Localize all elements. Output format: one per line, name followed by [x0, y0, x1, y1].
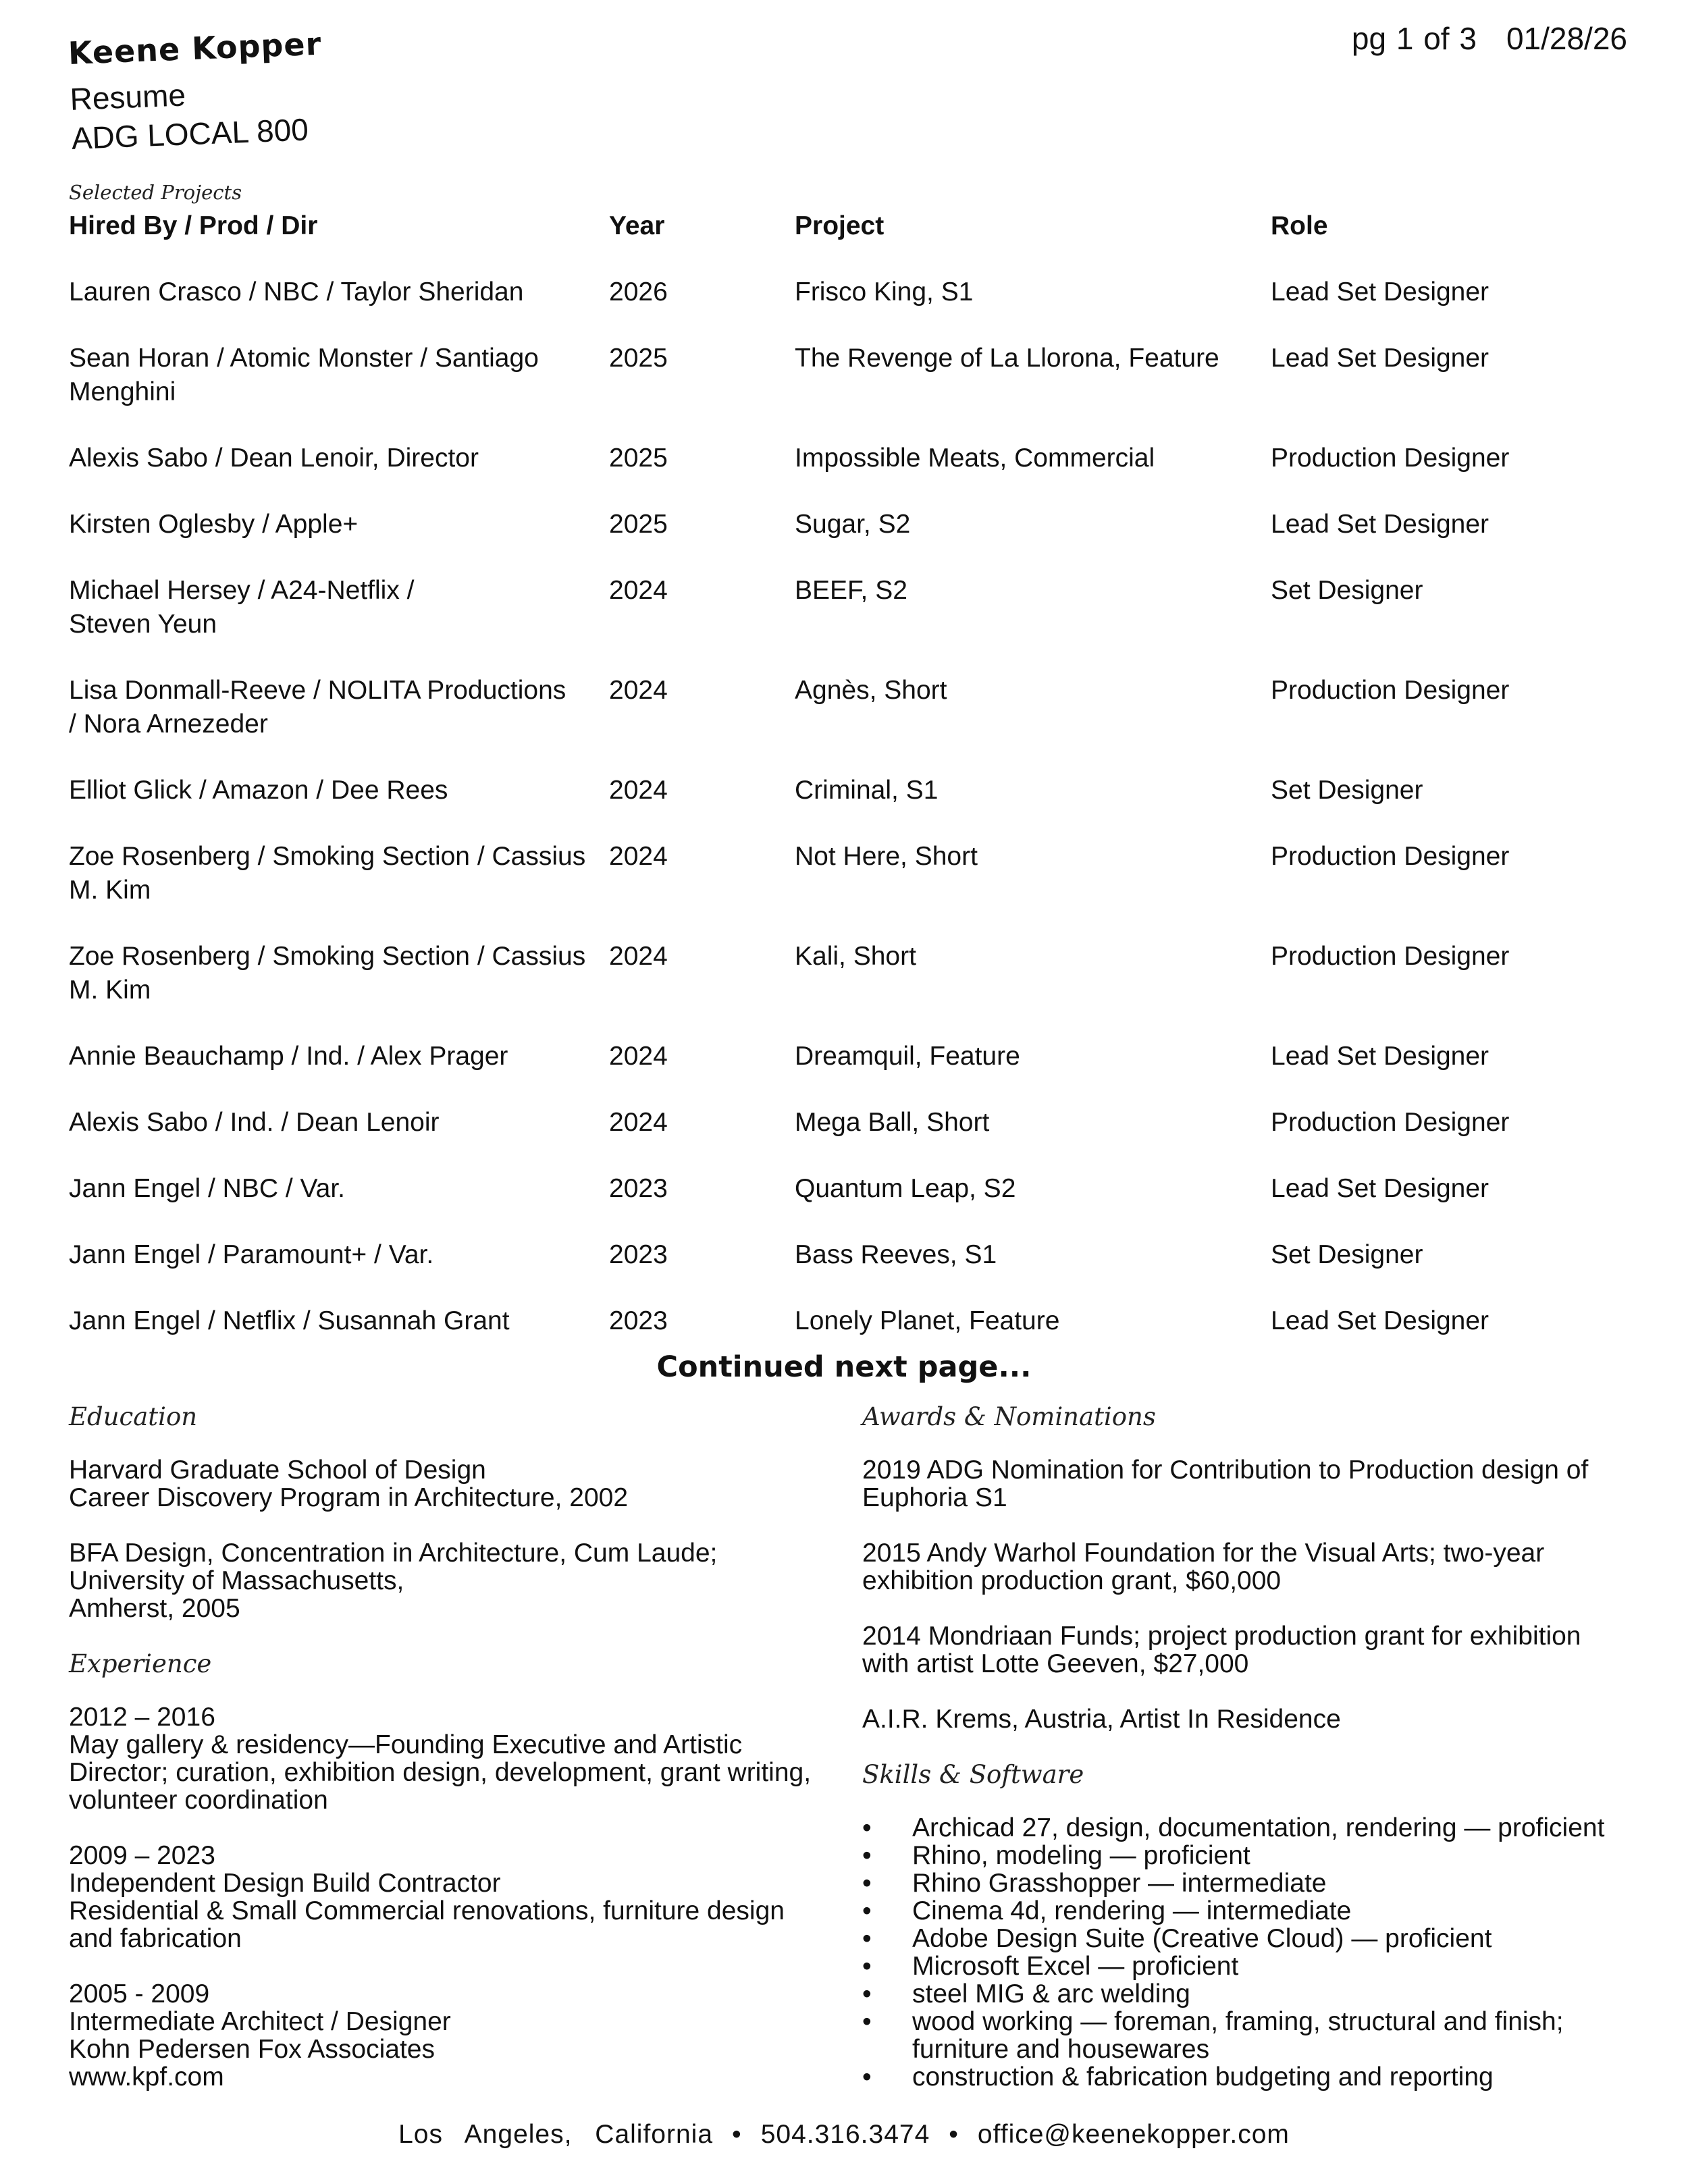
year-cell: 2024	[609, 576, 668, 605]
project-row	[69, 1172, 1622, 1206]
education-entry-line: BFA Design, Concentration in Architecture, Cum Laude;	[69, 1539, 718, 1568]
projects-table	[69, 209, 1622, 1370]
award-entry	[862, 1539, 1659, 1595]
award-entry	[862, 1622, 1659, 1678]
education-entry-line: Amherst, 2005	[69, 1594, 240, 1623]
skill-text: Rhino Grasshopper — intermediate	[912, 1869, 1327, 1898]
bullet-icon: •	[862, 1952, 872, 1981]
skill-text: wood working — foreman, framing, structural and finish;	[912, 2007, 1564, 2036]
project-row	[69, 1304, 1622, 1338]
bullet-icon: •	[862, 1896, 872, 1925]
role-cell: Lead Set Designer	[1271, 510, 1489, 539]
skill-item	[862, 2008, 1659, 2063]
experience-entry-line: Residential & Small Commercial renovations, furniture design	[69, 1896, 785, 1925]
project-cell: Dreamquil, Feature	[795, 1042, 1020, 1071]
hired-by-line: Annie Beauchamp / Ind. / Alex Prager	[69, 1042, 508, 1071]
column-header-project: Project	[795, 211, 885, 240]
hired-by-cell	[69, 342, 609, 409]
column-header-year: Year	[609, 211, 665, 240]
project-cell: Quantum Leap, S2	[795, 1174, 1016, 1203]
year-cell: 2023	[609, 1174, 668, 1203]
experience-heading: Experience	[69, 1649, 212, 1678]
skill-item	[862, 1980, 1659, 2008]
skills-heading: Skills & Software	[862, 1760, 1084, 1789]
role-cell: Set Designer	[1271, 576, 1423, 605]
project-row	[69, 442, 1622, 475]
document-type: Resume	[69, 77, 186, 117]
skill-item	[862, 1925, 1659, 1952]
person-name: Keene Kopper	[68, 25, 323, 72]
hired-by-line: Michael Hersey / A24-Netflix /	[69, 576, 415, 605]
name-block	[68, 26, 325, 157]
document-date: 01/28/26	[1506, 21, 1627, 56]
award-entry-line: with artist Lotte Geeven, $27,000	[862, 1649, 1249, 1678]
education-list	[69, 1456, 839, 1622]
skill-item	[862, 1814, 1659, 1842]
role-cell: Lead Set Designer	[1271, 1042, 1489, 1071]
location: Los Angeles, California	[398, 2120, 714, 2149]
role-cell: Lead Set Designer	[1271, 1306, 1489, 1335]
year-cell: 2024	[609, 842, 668, 871]
award-entry	[862, 1456, 1659, 1512]
award-entry-line: 2015 Andy Warhol Foundation for the Visual Arts; two-year	[862, 1539, 1545, 1568]
hired-by-cell	[69, 1238, 609, 1272]
year-cell: 2024	[609, 1108, 668, 1137]
footer-separator: •	[949, 2120, 959, 2149]
project-row	[69, 840, 1622, 907]
experience-entry-line: Independent Design Build Contractor	[69, 1869, 501, 1898]
education-entry-line: University of Massachusetts,	[69, 1566, 404, 1595]
experience-entry	[69, 1980, 839, 2091]
role-cell: Set Designer	[1271, 776, 1423, 805]
hired-by-cell	[69, 1172, 609, 1206]
year-cell: 2024	[609, 676, 668, 705]
hired-by-line: Kirsten Oglesby / Apple+	[69, 510, 359, 539]
hired-by-line: / Nora Arnezeder	[69, 710, 268, 739]
page-header	[0, 0, 1688, 176]
year-cell: 2025	[609, 344, 668, 373]
role-cell: Lead Set Designer	[1271, 1174, 1489, 1203]
bullet-icon: •	[862, 2062, 872, 2092]
hired-by-cell	[69, 508, 609, 541]
skill-text: Archicad 27, design, documentation, rendering — proficient	[912, 1813, 1605, 1842]
project-row	[69, 275, 1622, 309]
hired-by-line: Jann Engel / Paramount+ / Var.	[69, 1240, 434, 1269]
hired-by-line: M. Kim	[69, 876, 151, 905]
role-cell: Lead Set Designer	[1271, 277, 1489, 307]
projects-header-row	[69, 209, 1622, 243]
experience-entry	[69, 1842, 839, 1952]
hired-by-line: Steven Yeun	[69, 610, 217, 639]
projects-body	[69, 275, 1622, 1338]
hired-by-line: Zoe Rosenberg / Smoking Section / Cassius	[69, 842, 586, 871]
project-row	[69, 774, 1622, 807]
hired-by-line: Alexis Sabo / Dean Lenoir, Director	[69, 444, 479, 473]
hired-by-cell	[69, 674, 609, 741]
project-cell: BEEF, S2	[795, 576, 907, 605]
skill-text: construction & fabrication budgeting and reporting	[912, 2062, 1494, 2092]
education-entry-line: Career Discovery Program in Architecture, 2002	[69, 1483, 629, 1512]
page-number: pg 1 of 3	[1351, 21, 1477, 56]
column-header-role: Role	[1271, 211, 1328, 240]
experience-entry-line: volunteer coordination	[69, 1786, 328, 1815]
selected-projects-label: Selected Projects	[69, 181, 242, 204]
award-entry-line: Euphoria S1	[862, 1483, 1007, 1512]
education-entry	[69, 1456, 839, 1512]
year-cell: 2024	[609, 942, 668, 971]
page-info	[1352, 20, 1627, 57]
project-row	[69, 1238, 1622, 1272]
project-cell: Frisco King, S1	[795, 277, 974, 307]
year-cell: 2023	[609, 1306, 668, 1335]
award-entry-line: A.I.R. Krems, Austria, Artist In Residence	[862, 1705, 1341, 1734]
hired-by-cell	[69, 574, 609, 641]
skill-text: Rhino, modeling — proficient	[912, 1841, 1250, 1870]
hired-by-cell	[69, 442, 609, 475]
project-cell: The Revenge of La Llorona, Feature	[795, 344, 1219, 373]
left-column	[69, 1403, 839, 2119]
skill-text: Adobe Design Suite (Creative Cloud) — proficient	[912, 1924, 1492, 1953]
awards-list	[862, 1456, 1659, 1733]
year-cell: 2025	[609, 510, 668, 539]
project-cell: Bass Reeves, S1	[795, 1240, 997, 1269]
continued-notice: Continued next page...	[656, 1350, 1032, 1384]
experience-entry-line: 2009 – 2023	[69, 1841, 215, 1870]
experience-entry-line: Intermediate Architect / Designer	[69, 2007, 451, 2036]
hired-by-line: Menghini	[69, 377, 176, 406]
bullet-icon: •	[862, 1841, 872, 1870]
union-affiliation: ADG LOCAL 800	[70, 111, 309, 156]
skill-item	[862, 1897, 1659, 1925]
education-entry-line: Harvard Graduate School of Design	[69, 1456, 486, 1485]
hired-by-line: Sean Horan / Atomic Monster / Santiago	[69, 344, 539, 373]
skills-list	[862, 1814, 1659, 2091]
award-entry	[862, 1705, 1659, 1733]
year-cell: 2023	[609, 1240, 668, 1269]
bullet-icon: •	[862, 1924, 872, 1953]
hired-by-cell	[69, 840, 609, 907]
experience-entry-line: Director; curation, exhibition design, development, grant writing,	[69, 1758, 812, 1787]
bullet-icon: •	[862, 1869, 872, 1898]
project-cell: Agnès, Short	[795, 676, 947, 705]
experience-entry-line: Kohn Pedersen Fox Associates	[69, 2035, 435, 2064]
column-header-hired-by: Hired By / Prod / Dir	[69, 211, 318, 240]
project-cell: Not Here, Short	[795, 842, 978, 871]
hired-by-line: M. Kim	[69, 976, 151, 1005]
experience-entry-line: www.kpf.com	[69, 2062, 224, 2092]
role-cell: Production Designer	[1271, 444, 1510, 473]
right-column	[862, 1403, 1659, 2091]
email-address[interactable]: office@keenekopper.com	[977, 2120, 1290, 2149]
bullet-icon: •	[862, 1813, 872, 1842]
project-row	[69, 1040, 1622, 1073]
skill-text: Microsoft Excel — proficient	[912, 1952, 1239, 1981]
project-row	[69, 508, 1622, 541]
hired-by-cell	[69, 940, 609, 1007]
experience-entry-line: 2005 - 2009	[69, 1979, 210, 2008]
bullet-icon: •	[862, 2007, 872, 2036]
hired-by-line: Alexis Sabo / Ind. / Dean Lenoir	[69, 1108, 440, 1137]
hired-by-line: Lisa Donmall-Reeve / NOLITA Productions	[69, 676, 566, 705]
project-cell: Mega Ball, Short	[795, 1108, 990, 1137]
phone-number[interactable]: 504.316.3474	[760, 2120, 930, 2149]
project-row	[69, 342, 1622, 409]
year-cell: 2025	[609, 444, 668, 473]
skill-item	[862, 1952, 1659, 1980]
project-row	[69, 674, 1622, 741]
year-cell: 2026	[609, 277, 668, 307]
contact-footer	[0, 2120, 1688, 2150]
project-cell: Kali, Short	[795, 942, 916, 971]
award-entry-line: exhibition production grant, $60,000	[862, 1566, 1282, 1595]
project-cell: Criminal, S1	[795, 776, 939, 805]
hired-by-line: Jann Engel / NBC / Var.	[69, 1174, 345, 1203]
education-entry	[69, 1539, 839, 1622]
hired-by-line: Lauren Crasco / NBC / Taylor Sheridan	[69, 277, 524, 307]
skill-item	[862, 1842, 1659, 1869]
experience-entry-line: and fabrication	[69, 1924, 242, 1953]
bullet-icon: •	[862, 1979, 872, 2008]
hired-by-cell	[69, 1040, 609, 1073]
hired-by-cell	[69, 1106, 609, 1140]
role-cell: Production Designer	[1271, 1108, 1510, 1137]
role-cell: Lead Set Designer	[1271, 344, 1489, 373]
skill-text: steel MIG & arc welding	[912, 1979, 1190, 2008]
footer-separator: •	[732, 2120, 742, 2149]
hired-by-cell	[69, 774, 609, 807]
role-cell: Production Designer	[1271, 842, 1510, 871]
project-cell: Lonely Planet, Feature	[795, 1306, 1060, 1335]
year-cell: 2024	[609, 1042, 668, 1071]
skill-item	[862, 1869, 1659, 1897]
award-entry-line: 2019 ADG Nomination for Contribution to Production design of	[862, 1456, 1589, 1485]
project-cell: Impossible Meats, Commercial	[795, 444, 1155, 473]
experience-entry-line: 2012 – 2016	[69, 1703, 215, 1732]
experience-entry-line: May gallery & residency—Founding Executive and Artistic	[69, 1730, 743, 1759]
hired-by-cell	[69, 1304, 609, 1338]
hired-by-line: Zoe Rosenberg / Smoking Section / Cassius	[69, 942, 586, 971]
awards-heading: Awards & Nominations	[862, 1402, 1156, 1431]
project-row	[69, 574, 1622, 641]
project-row	[69, 1106, 1622, 1140]
skill-text: furniture and housewares	[912, 2035, 1210, 2064]
hired-by-line: Jann Engel / Netflix / Susannah Grant	[69, 1306, 510, 1335]
role-cell: Production Designer	[1271, 676, 1510, 705]
skill-item	[862, 2063, 1659, 2091]
hired-by-line: Elliot Glick / Amazon / Dee Rees	[69, 776, 448, 805]
hired-by-cell	[69, 275, 609, 309]
year-cell: 2024	[609, 776, 668, 805]
project-row	[69, 940, 1622, 1007]
role-cell: Set Designer	[1271, 1240, 1423, 1269]
experience-list	[69, 1703, 839, 2091]
award-entry-line: 2014 Mondriaan Funds; project production grant for exhibition	[862, 1622, 1581, 1651]
education-heading: Education	[69, 1402, 198, 1431]
experience-entry	[69, 1703, 839, 1814]
skill-text: Cinema 4d, rendering — intermediate	[912, 1896, 1352, 1925]
role-cell: Production Designer	[1271, 942, 1510, 971]
project-cell: Sugar, S2	[795, 510, 911, 539]
